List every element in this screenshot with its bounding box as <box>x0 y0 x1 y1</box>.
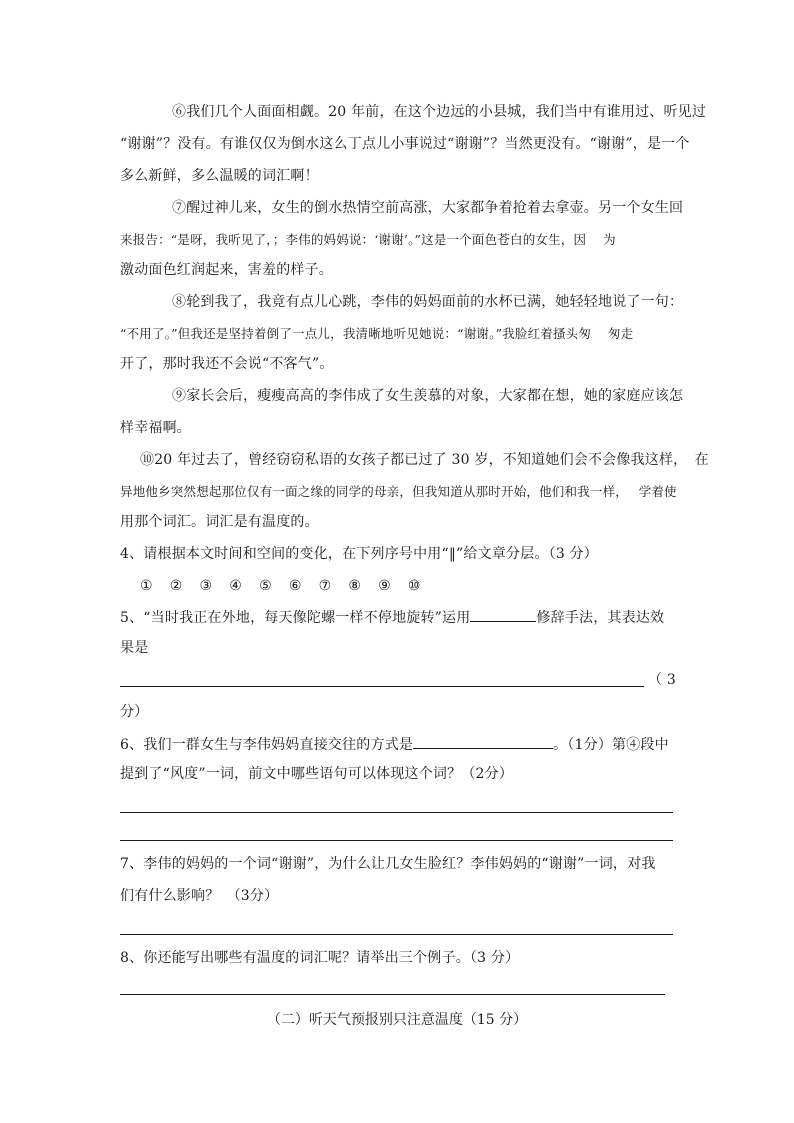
question-5-line-2: 果是 <box>120 640 149 656</box>
question-6-part-2: 。（1分）第④段中 <box>553 737 669 753</box>
option-8[interactable]: ⑧ <box>348 578 362 594</box>
question-6-line-1 <box>120 736 669 753</box>
question-6-answer-line-2[interactable] <box>120 840 673 841</box>
question-5-score-end: 分） <box>120 704 149 720</box>
question-5-part-2: 修辞手法，其表达效 <box>536 610 665 626</box>
paragraph-8-line-1: ⑧轮到我了，我竟有点儿心跳，李伟的妈妈面前的水杯已满，她轻轻地说了一句： <box>172 294 684 310</box>
paragraph-6-line-2: “谢谢”？没有。有谁仅仅为倒水这么丁点儿小事说过“谢谢”？当然更没有。“谢谢”，是一个 <box>120 136 690 152</box>
question-6-blank[interactable] <box>413 736 553 749</box>
question-4-options <box>140 578 438 594</box>
question-8-answer-line[interactable] <box>120 994 665 995</box>
paragraph-10-line-3: 用那个词汇。词汇是有温度的。 <box>120 514 319 530</box>
paragraph-7-line-3: 激动面色红润起来，害羞的样子。 <box>120 262 333 278</box>
question-5-answer-line[interactable] <box>120 686 644 687</box>
question-5-score: （ 3 <box>648 672 676 688</box>
question-6-line-2: 提到了“风度”一词，前文中哪些语句可以体现这个词？（2分） <box>120 766 514 782</box>
question-7-line-1: 7、李伟的妈妈的一个词“谢谢”，为什么让几女生脸红？李伟妈妈的“谢谢”一词，对我 <box>120 856 656 872</box>
option-10[interactable]: ⑩ <box>407 578 421 594</box>
option-4[interactable]: ④ <box>229 578 243 594</box>
paragraph-8-line-3: 开了，那时我还不会说“不客气”。 <box>120 356 334 372</box>
option-1[interactable]: ① <box>140 578 153 594</box>
section-title: （二）听天气预报别只注意温度（15 分） <box>266 1012 528 1028</box>
paragraph-7-line-2: 来报告：“是呀，我听见了，；李伟的妈妈说：‘谢谢’。”这是一个面色苍白的女生，因 为 <box>120 232 616 247</box>
paragraph-10-line-2: 异地他乡突然想起那位仅有一面之缘的同学的母亲，但我知道从那时开始，他们和我一样， 学着使 <box>120 484 677 499</box>
paragraph-9-line-2: 样幸福啊。 <box>120 420 191 436</box>
question-4-text: 4、请根据本文时间和空间的变化，在下列序号中用“‖”给文章分层。（3 分） <box>120 546 598 562</box>
option-9[interactable]: ⑨ <box>378 578 391 594</box>
question-7-line-2: 们有什么影响？ （3分） <box>120 888 279 904</box>
question-6-answer-line-1[interactable] <box>120 812 673 813</box>
paragraph-6-line-1: ⑥我们几个人面面相觑。20 年前，在这个边远的小县城，我们当中有谁用过、听见过 <box>172 104 707 120</box>
question-5-line-1 <box>120 609 664 626</box>
option-6[interactable]: ⑥ <box>288 578 302 594</box>
option-3[interactable]: ③ <box>199 578 213 594</box>
option-2[interactable]: ② <box>169 578 183 594</box>
paragraph-9-line-1: ⑨家长会后，瘦瘦高高的李伟成了女生羡慕的对象，大家都在想，她的家庭应该怎 <box>172 388 684 404</box>
paragraph-6-line-3: 多么新鲜，多么温暖的词汇啊！ <box>120 168 319 184</box>
question-8-text: 8、你还能写出哪些有温度的词汇呢？请举出三个例子。（3 分） <box>120 950 520 966</box>
option-5[interactable]: ⑤ <box>259 578 272 594</box>
question-5-part-1: 5、“当时我正在外地，每天像陀螺一样不停地旋转”运用 <box>120 610 471 626</box>
option-7[interactable]: ⑦ <box>318 578 332 594</box>
paragraph-7-line-1: ⑦醒过神儿来，女生的倒水热情空前高涨，大家都争着抢着去拿壶。另一个女生回 <box>172 200 684 216</box>
paragraph-10-line-1: ⑩20 年过去了，曾经窃窃私语的女孩子都已过了 30 岁，不知道她们会不会像我这样， 在 <box>140 452 709 468</box>
question-7-answer-line[interactable] <box>120 934 673 935</box>
question-5-blank[interactable] <box>470 609 536 622</box>
paragraph-8-line-2: “不用了。”但我还是坚持着倒了一点儿，我清晰地听见她说：“谢谢。”我脸红着搔头匆 匆走 <box>120 326 634 341</box>
question-6-part-1: 6、我们一群女生与李伟妈妈直接交往的方式是 <box>120 737 414 753</box>
